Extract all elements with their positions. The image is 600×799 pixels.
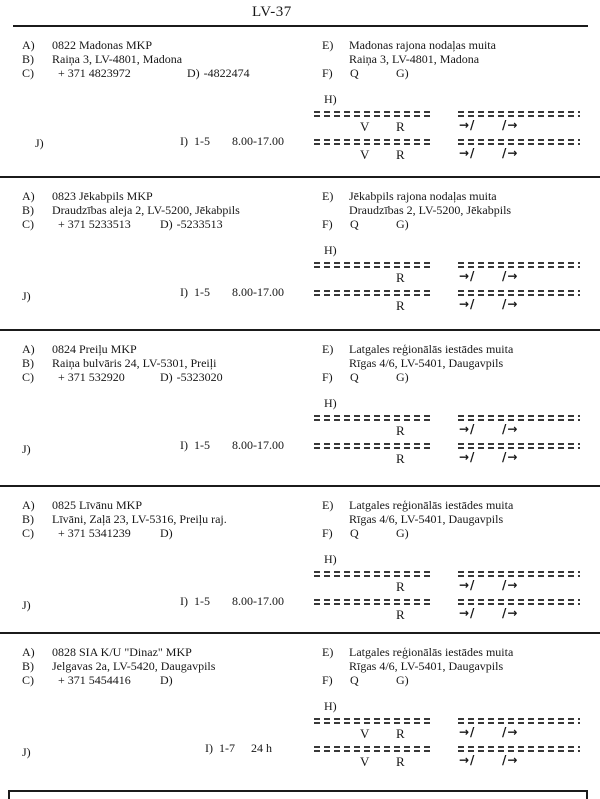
label-j: J) xyxy=(22,289,31,303)
lane-r-label: R xyxy=(396,270,405,285)
label-h: H) xyxy=(324,396,337,410)
label-f: F) xyxy=(322,66,333,80)
exit-arrow-icon: /→ xyxy=(502,753,519,767)
dashed-road-line xyxy=(458,262,580,269)
exit-arrow-icon: /→ xyxy=(502,118,519,132)
schedule-days: 1-7 xyxy=(219,741,235,755)
office-phone: + 371 532920 xyxy=(58,370,125,384)
value-q: Q xyxy=(350,66,359,80)
lane-r-label: R xyxy=(396,726,405,741)
label-f: F) xyxy=(322,217,333,231)
customs-office-name: Jēkabpils rajona nodaļas muita xyxy=(349,189,497,203)
schedule-hours: 24 h xyxy=(251,741,272,755)
label-i: I) xyxy=(205,741,213,755)
label-h: H) xyxy=(324,243,337,257)
value-q: Q xyxy=(350,673,359,687)
label-i: I) xyxy=(180,438,188,452)
dashed-road-line xyxy=(314,290,432,297)
label-a: A) xyxy=(22,645,35,659)
label-g: G) xyxy=(396,673,409,687)
schedule-hours: 8.00-17.00 xyxy=(232,285,284,299)
entry-arrow-icon: →/ xyxy=(459,578,476,592)
label-e: E) xyxy=(322,498,334,512)
fax-number: -5323020 xyxy=(176,370,223,384)
label-a: A) xyxy=(22,498,35,512)
entry-arrow-icon: →/ xyxy=(459,269,476,283)
label-i: I) xyxy=(180,285,188,299)
label-c: C) xyxy=(22,66,34,80)
dashed-road-line xyxy=(314,111,432,118)
label-h: H) xyxy=(324,92,337,106)
label-g: G) xyxy=(396,370,409,384)
dashed-road-line xyxy=(314,415,432,422)
customs-office-name: Latgales reģionālās iestādes muita xyxy=(349,498,514,512)
office-code-name: 0828 SIA K/U "Dinaz" MKP xyxy=(52,645,192,659)
lane-r-label: R xyxy=(396,607,405,622)
schedule-hours: 8.00-17.00 xyxy=(232,594,284,608)
entry-arrow-icon: →/ xyxy=(459,118,476,132)
label-j: J) xyxy=(22,598,31,612)
label-j: J) xyxy=(22,442,31,456)
label-d: D) xyxy=(160,673,173,687)
customs-office-address: Raiņa 3, LV-4801, Madona xyxy=(349,52,480,66)
lane-r-label: R xyxy=(396,451,405,466)
customs-office-section xyxy=(0,487,600,634)
office-address: Raiņa 3, LV-4801, Madona xyxy=(52,52,183,66)
customs-office-section xyxy=(0,331,600,487)
entry-arrow-icon: →/ xyxy=(459,422,476,436)
sections-container xyxy=(0,27,600,790)
dashed-road-line xyxy=(458,746,580,753)
office-address: Līvāni, Zaļā 23, LV-5316, Preiļu raj. xyxy=(52,512,227,526)
dashed-road-line xyxy=(458,599,580,606)
dashed-road-line xyxy=(458,718,580,725)
schedule-days: 1-5 xyxy=(194,285,210,299)
schedule xyxy=(180,135,284,148)
dashed-road-line xyxy=(314,746,432,753)
dashed-road-line xyxy=(458,415,580,422)
label-b: B) xyxy=(22,203,34,217)
dashed-road-line xyxy=(314,599,432,606)
label-j: J) xyxy=(22,745,31,759)
label-g: G) xyxy=(396,217,409,231)
exit-arrow-icon: /→ xyxy=(502,146,519,160)
exit-arrow-icon: /→ xyxy=(502,450,519,464)
label-f: F) xyxy=(322,526,333,540)
dashed-road-line xyxy=(314,443,432,450)
fax-field xyxy=(160,371,223,384)
exit-arrow-icon: /→ xyxy=(502,606,519,620)
entry-arrow-icon: →/ xyxy=(459,753,476,767)
dashed-road-line xyxy=(458,290,580,297)
label-j: J) xyxy=(35,136,44,150)
lane-r-label: R xyxy=(396,423,405,438)
office-phone: + 371 5454416 xyxy=(58,673,131,687)
label-a: A) xyxy=(22,189,35,203)
label-c: C) xyxy=(22,217,34,231)
label-g: G) xyxy=(396,526,409,540)
schedule-days: 1-5 xyxy=(194,438,210,452)
value-q: Q xyxy=(350,370,359,384)
entry-arrow-icon: →/ xyxy=(459,297,476,311)
fax-number: -4822474 xyxy=(203,66,250,80)
lane-v-label: V xyxy=(360,754,370,769)
office-phone: + 371 5233513 xyxy=(58,217,131,231)
dashed-road-line xyxy=(314,262,432,269)
label-c: C) xyxy=(22,673,34,687)
customs-office-name: Latgales reģionālās iestādes muita xyxy=(349,342,514,356)
fax-number: -5233513 xyxy=(176,217,223,231)
dashed-road-line xyxy=(458,443,580,450)
label-a: A) xyxy=(22,342,35,356)
office-code-name: 0824 Preiļu MKP xyxy=(52,342,137,356)
schedule-days: 1-5 xyxy=(194,134,210,148)
lane-r-label: R xyxy=(396,754,405,769)
fax-field xyxy=(160,527,177,540)
lane-v-label: V xyxy=(360,726,370,741)
page-title: LV-37 xyxy=(252,4,292,20)
customs-office-address: Rīgas 4/6, LV-5401, Daugavpils xyxy=(349,356,504,370)
label-d: D) xyxy=(160,526,173,540)
office-code-name: 0823 Jēkabpils MKP xyxy=(52,189,153,203)
fax-field xyxy=(160,218,223,231)
customs-office-address: Rīgas 4/6, LV-5401, Daugavpils xyxy=(349,512,504,526)
value-q: Q xyxy=(350,526,359,540)
office-code-name: 0822 Madonas MKP xyxy=(52,38,153,52)
label-h: H) xyxy=(324,552,337,566)
label-h: H) xyxy=(324,699,337,713)
dashed-road-line xyxy=(458,571,580,578)
customs-office-name: Latgales reģionālās iestādes muita xyxy=(349,645,514,659)
entry-arrow-icon: →/ xyxy=(459,146,476,160)
value-q: Q xyxy=(350,217,359,231)
customs-office-section xyxy=(0,178,600,331)
dashed-road-line xyxy=(314,571,432,578)
office-address: Raiņa bulvāris 24, LV-5301, Preiļi xyxy=(52,356,217,370)
customs-office-name: Madonas rajona nodaļas muita xyxy=(349,38,496,52)
dashed-road-line xyxy=(314,139,432,146)
label-b: B) xyxy=(22,659,34,673)
fax-field xyxy=(187,67,250,80)
lane-v-label: V xyxy=(360,119,370,134)
exit-arrow-icon: /→ xyxy=(502,297,519,311)
label-e: E) xyxy=(322,645,334,659)
schedule-hours: 8.00-17.00 xyxy=(232,438,284,452)
label-b: B) xyxy=(22,52,34,66)
lane-v-label: V xyxy=(360,147,370,162)
label-b: B) xyxy=(22,512,34,526)
office-phone: + 371 5341239 xyxy=(58,526,131,540)
lane-r-label: R xyxy=(396,119,405,134)
entry-arrow-icon: →/ xyxy=(459,725,476,739)
label-e: E) xyxy=(322,189,334,203)
label-f: F) xyxy=(322,673,333,687)
schedule xyxy=(180,439,284,452)
label-d: D) xyxy=(187,66,200,80)
entry-arrow-icon: →/ xyxy=(459,450,476,464)
dashed-road-line xyxy=(458,139,580,146)
entry-arrow-icon: →/ xyxy=(459,606,476,620)
customs-office-section xyxy=(0,634,600,790)
label-c: C) xyxy=(22,370,34,384)
label-a: A) xyxy=(22,38,35,52)
exit-arrow-icon: /→ xyxy=(502,422,519,436)
office-address: Draudzības aleja 2, LV-5200, Jēkabpils xyxy=(52,203,240,217)
schedule xyxy=(205,742,272,755)
schedule xyxy=(180,595,284,608)
customs-office-section xyxy=(0,27,600,178)
dashed-road-line xyxy=(458,111,580,118)
exit-arrow-icon: /→ xyxy=(502,725,519,739)
schedule-hours: 8.00-17.00 xyxy=(232,134,284,148)
lane-r-label: R xyxy=(396,298,405,313)
schedule xyxy=(180,286,284,299)
label-e: E) xyxy=(322,342,334,356)
customs-office-address: Draudzības 2, LV-5200, Jēkabpils xyxy=(349,203,512,217)
lane-r-label: R xyxy=(396,147,405,162)
label-i: I) xyxy=(180,594,188,608)
office-phone: + 371 4823972 xyxy=(58,66,131,80)
exit-arrow-icon: /→ xyxy=(502,269,519,283)
fax-field xyxy=(160,674,177,687)
exit-arrow-icon: /→ xyxy=(502,578,519,592)
label-d: D) xyxy=(160,370,173,384)
label-c: C) xyxy=(22,526,34,540)
label-g: G) xyxy=(396,66,409,80)
label-e: E) xyxy=(322,38,334,52)
footer-box xyxy=(8,790,588,799)
office-code-name: 0825 Līvānu MKP xyxy=(52,498,142,512)
label-i: I) xyxy=(180,134,188,148)
dashed-road-line xyxy=(314,718,432,725)
schedule-days: 1-5 xyxy=(194,594,210,608)
office-address: Jelgavas 2a, LV-5420, Daugavpils xyxy=(52,659,216,673)
label-d: D) xyxy=(160,217,173,231)
customs-office-address: Rīgas 4/6, LV-5401, Daugavpils xyxy=(349,659,504,673)
label-f: F) xyxy=(322,370,333,384)
label-b: B) xyxy=(22,356,34,370)
lane-r-label: R xyxy=(396,579,405,594)
